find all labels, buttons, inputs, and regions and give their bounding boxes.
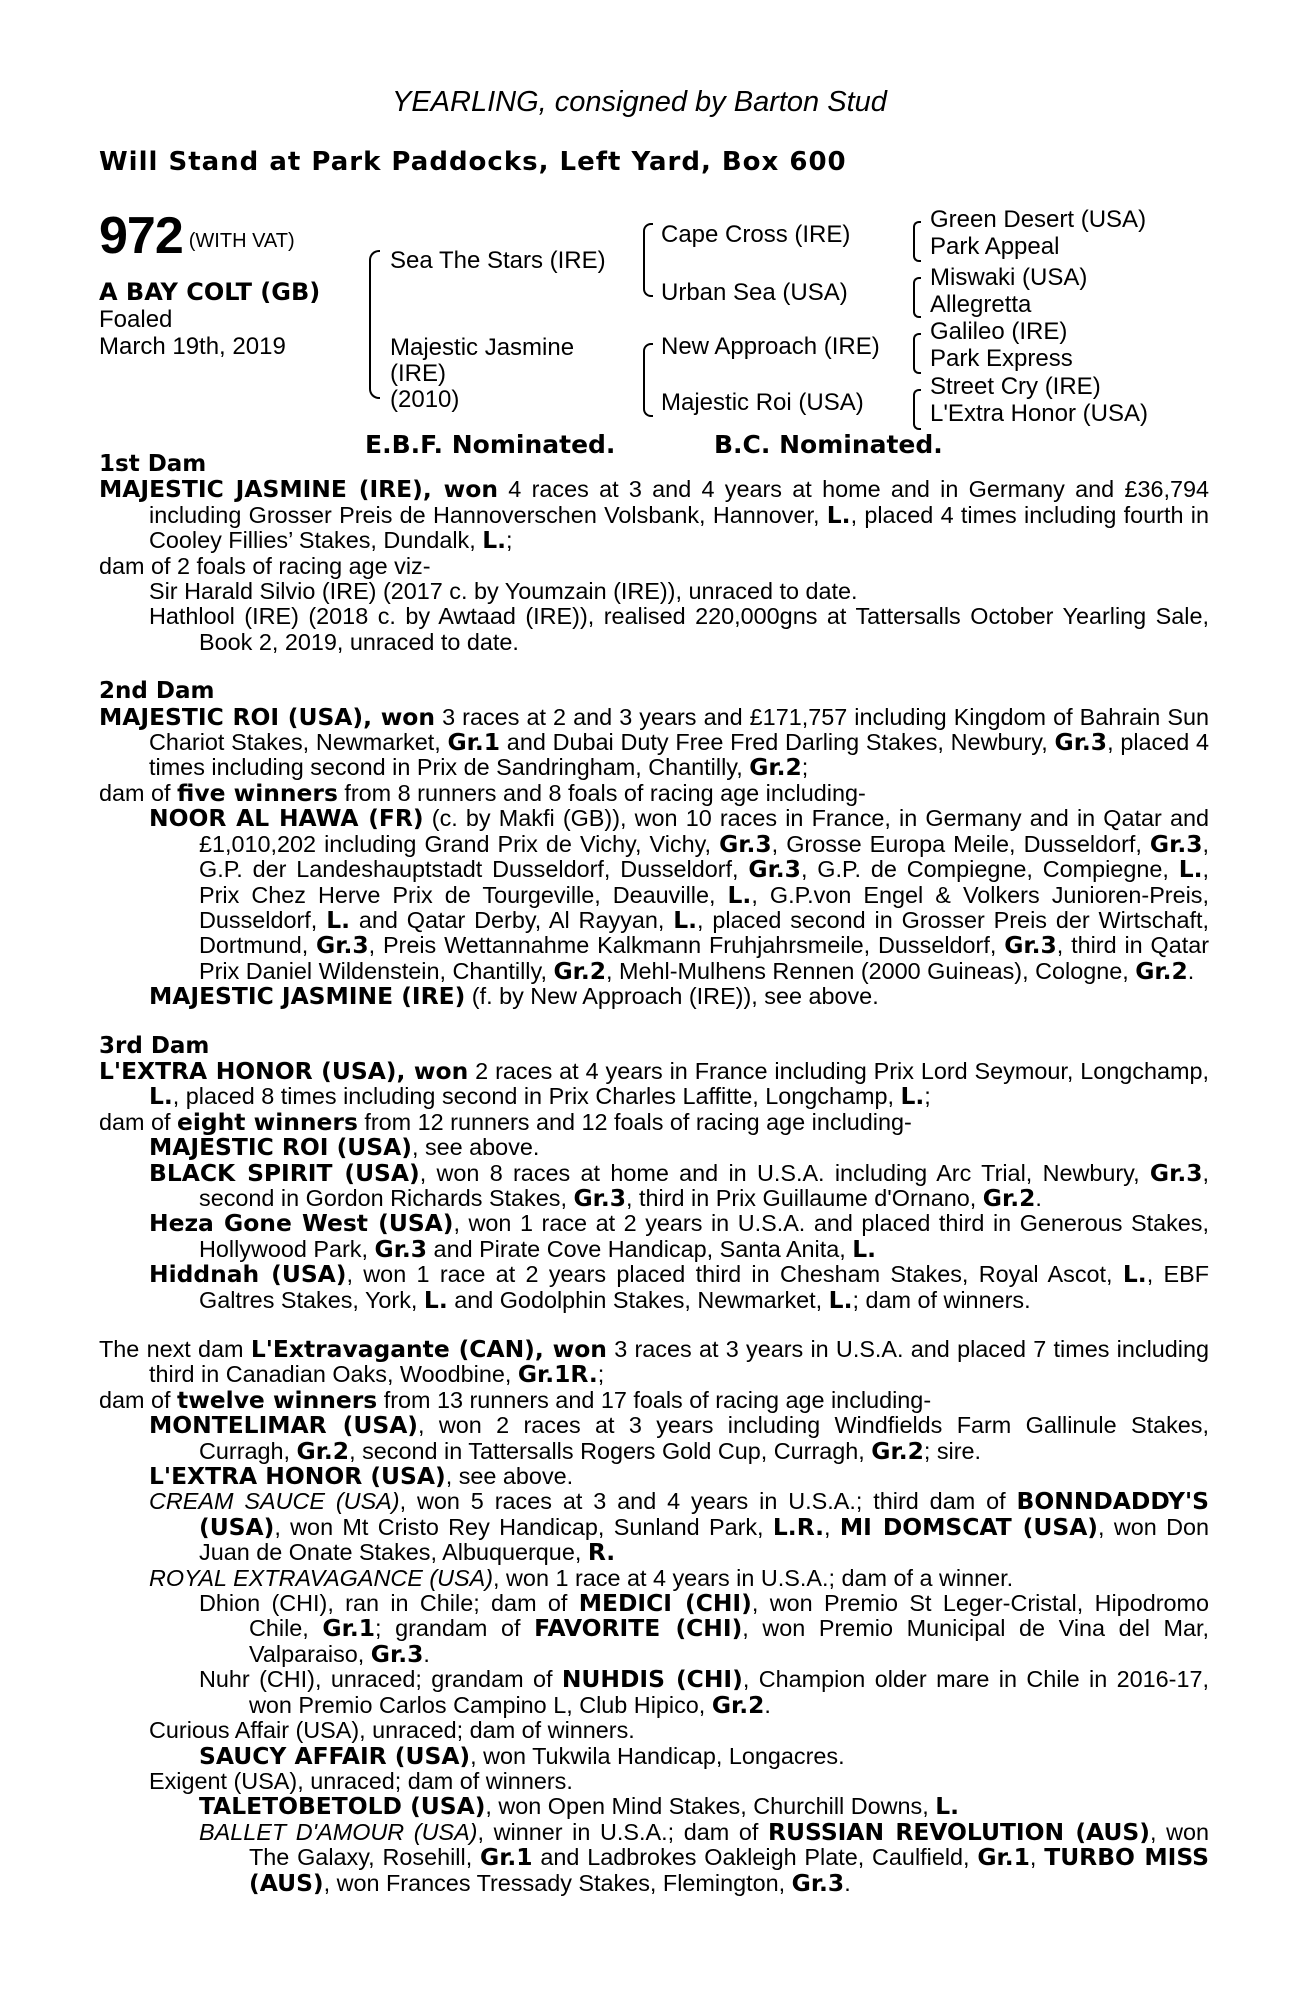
next-dam-progeny-4: ROYAL EXTRAVAGANCE (USA), won 1 race at 4 years in U.S.A.; dam of a winner. — [149, 1564, 1014, 1591]
stand-location: Will Stand at Park Paddocks, Left Yard, Box 600 — [99, 147, 847, 177]
next-dam-progeny-2: L'EXTRA HONOR (USA), see above. — [149, 1462, 574, 1491]
catalogue-body — [99, 452, 1209, 1896]
next-dam-progeny-5: Curious Affair (USA), unraced; dam of winners. — [149, 1717, 635, 1744]
pedigree-g-4: Allegretta — [930, 291, 1032, 318]
pedigree-bracket-g3 — [913, 333, 921, 374]
first-dam-record: MAJESTIC JASMINE (IRE), won 4 races at 3 and 4 years at home and in Germany and £36,794 including Grosser Preis de Hannoverschen Volsbank, Hannover, L., placed 4 times including fourth in Cooley Fillies’ Stakes, Dundalk, L.; — [99, 475, 1210, 555]
third-dam-progeny-1: MAJESTIC ROI (USA), see above. — [149, 1133, 540, 1162]
lot-vat-note: (WITH VAT) — [188, 230, 295, 252]
pedigree-bracket-g4 — [913, 389, 921, 430]
lot-number — [99, 206, 295, 266]
ebf-nomination: E.B.F. Nominated. — [365, 430, 616, 459]
third-dam-record: L'EXTRA HONOR (USA), won 2 races at 4 years in France including Prix Lord Seymour, Longchamp, L., placed 8 times including second in Prix Charles Laffitte, Longchamp, L.; — [99, 1056, 1209, 1111]
next-dam-progeny-3: CREAM SAUCE (USA), won 5 races at 3 and 4 years in U.S.A.; third dam of BONNDADDY'S (USA), won Mt Cristo Rey Handicap, Sunland Park, L.R., MI DOMSCAT (USA), won Don Juan de Onate Stakes, Albuquerque, R. — [149, 1487, 1209, 1567]
pedigree-gs-2: Urban Sea (USA) — [661, 279, 848, 306]
pedigree-bracket-g2 — [913, 277, 921, 318]
next-dam-grandprogeny-3: SAUCY AFFAIR (USA), won Tukwila Handicap, Longacres. — [199, 1741, 845, 1770]
bc-nomination: B.C. Nominated. — [714, 430, 943, 459]
pedigree-dam-line3: (2010) — [390, 386, 460, 413]
first-dam-heading: 1st Dam — [99, 451, 207, 477]
next-dam-progeny-1: MONTELIMAR (USA), won 2 races at 3 years including Windfields Farm Gallinule Stakes, Curragh, Gr.2, second in Tattersalls Rogers Gold Cup, Curragh, Gr.2; sire. — [149, 1411, 1209, 1465]
next-dam-record: The next dam L'Extravagante (CAN), won 3 races at 3 years in U.S.A. and placed 7 times including third in Canadian Oaks, Woodbine, Gr.1R.; — [99, 1335, 1210, 1389]
second-dam-record: MAJESTIC ROI (USA), won 3 races at 2 and 3 years and £171,757 including Kingdom of Bahrain Sun Chariot Stakes, Newmarket, Gr.1 and Dubai Duty Free Fred Darling Stakes, Newbury, Gr.3, placed 4 times including second in Prix de Sandringham, Chantilly, Gr.2; — [99, 702, 1210, 782]
consignor-header: YEARLING, consigned by Barton Stud — [392, 86, 887, 118]
pedigree-gs-4: Majestic Roi (USA) — [661, 389, 864, 416]
pedigree-gs-3: New Approach (IRE) — [661, 333, 880, 360]
pedigree-dam-line1: Majestic Jasmine — [390, 334, 575, 361]
pedigree-gs-1: Cape Cross (IRE) — [661, 221, 851, 248]
next-dam-grandprogeny-5: BALLET D'AMOUR (USA), winner in U.S.A.; dam of RUSSIAN REVOLUTION (AUS), won The Galaxy, Rosehill, Gr.1 and Ladbrokes Oakleigh Plate, Caulfield, Gr.1, TURBO MISS (AUS), won Frances Tressady Stakes, Flemington, Gr.3. — [199, 1817, 1210, 1897]
second-dam-section — [99, 679, 1209, 1009]
next-dam-grandprogeny-1: Dhion (CHI), ran in Chile; dam of MEDICI (CHI), won Premio St Leger-Cristal, Hipodromo Chile, Gr.1; grandam of FAVORITE (CHI), won Premio Municipal de Vina del Mar, Valparaiso, Gr.3. — [199, 1589, 1209, 1668]
lot-number-value: 972 — [99, 207, 183, 265]
pedigree-bracket-sire — [643, 223, 653, 297]
first-dam-foal-2: Hathlool (IRE) (2018 c. by Awtaad (IRE)), realised 220,000gns at Tattersalls October Yearling Sale, Book 2, 2019, unraced to date. — [149, 603, 1209, 655]
pedigree-g-2: Park Appeal — [930, 233, 1060, 260]
second-dam-heading: 2nd Dam — [99, 678, 215, 705]
foaled-date: March 19th, 2019 — [99, 333, 286, 360]
pedigree-g-6: Park Express — [930, 345, 1073, 372]
first-dam-foals: dam of 2 foals of racing age viz- — [99, 552, 431, 579]
pedigree-g-5: Galileo (IRE) — [930, 318, 1068, 345]
pedigree-bracket-dam — [643, 343, 653, 417]
foaled-info — [99, 306, 286, 360]
third-dam-heading: 3rd Dam — [99, 1032, 210, 1059]
pedigree-bracket-g1 — [913, 221, 921, 262]
next-dam-grandprogeny-4: TALETOBETOLD (USA), won Open Mind Stakes, Churchill Downs, L. — [199, 1792, 960, 1821]
next-dam-progeny-6: Exigent (USA), unraced; dam of winners. — [149, 1767, 573, 1794]
third-dam-progeny-4: Hiddnah (USA), won 1 race at 2 years placed third in Chesham Stakes, Royal Ascot, L., EBF Galtres Stakes, York, L. and Godolphin Stakes, Newmarket, L.; dam of winners. — [149, 1260, 1209, 1314]
pedigree-dam-line2: (IRE) — [390, 360, 446, 387]
pedigree-g-3: Miswaki (USA) — [930, 264, 1088, 291]
third-dam-winners: dam of eight winners from 12 runners and 12 foals of racing age including- — [99, 1107, 912, 1136]
pedigree-bracket-main — [369, 250, 380, 399]
pedigree-sire: Sea The Stars (IRE) — [390, 247, 606, 274]
pedigree-g-1: Green Desert (USA) — [930, 206, 1147, 233]
first-dam-foal-1: Sir Harald Silvio (IRE) (2017 c. by Youmzain (IRE)), unraced to date. — [149, 578, 858, 605]
next-dam-winners: dam of twelve winners from 13 runners and 17 foals of racing age including- — [99, 1385, 932, 1414]
first-dam-section — [99, 452, 1209, 655]
pedigree-g-8: L'Extra Honor (USA) — [930, 400, 1148, 427]
third-dam-progeny-3: Heza Gone West (USA), won 1 race at 2 years in U.S.A. and placed third in Generous Stakes, Hollywood Park, Gr.3 and Pirate Cove Handicap, Santa Anita, L. — [149, 1209, 1209, 1263]
third-dam-section — [99, 1034, 1209, 1313]
second-dam-progeny-1: NOOR AL HAWA (FR) (c. by Makfi (GB)), won 10 races in France, in Germany and in Qatar and £1,010,202 including Grand Prix de Vichy, Vichy, Gr.3, Grosse Europa Meile, Dusseldorf, Gr.3, G.P. der Landeshauptstadt Dusseldorf, Dusseldorf, Gr.3, G.P. de Compiegne, Compiegne, L., Prix Chez Herve Prix de Tourgeville, Deauville, L., G.P.von Engel & Volkers Junioren-Preis, Dusseldorf, L. and Qatar Derby, Al Rayyan, L., placed second in Grosser Preis der Wirtschaft, Dortmund, Gr.3, Preis Wettannahme Kalkmann Fruhjahrsmeile, Dusseldorf, Gr.3, third in Qatar Prix Daniel Wildenstein, Chantilly, Gr.2, Mehl-Mulhens Rennen (2000 Guineas), Cologne, Gr.2. — [149, 804, 1209, 985]
second-dam-progeny-2: MAJESTIC JASMINE (IRE) (f. by New Approach (IRE)), see above. — [149, 982, 879, 1011]
third-dam-progeny-2: BLACK SPIRIT (USA), won 8 races at home and in U.S.A. including Arc Trial, Newbury, Gr.3, second in Gordon Richards Stakes, Gr.3, third in Prix Guillaume d'Ornano, Gr.2. — [149, 1158, 1209, 1212]
horse-description: A BAY COLT (GB) — [99, 278, 321, 306]
next-dam-grandprogeny-2: Nuhr (CHI), unraced; grandam of NUHDIS (CHI), Champion older mare in Chile in 2016-17, won Premio Carlos Campino L, Club Hipico, Gr.2. — [199, 1665, 1209, 1719]
second-dam-winners: dam of five winners from 8 runners and 8 foals of racing age including- — [99, 778, 866, 807]
pedigree-g-7: Street Cry (IRE) — [930, 373, 1101, 400]
foaled-label: Foaled — [99, 306, 173, 333]
next-dam-section — [99, 1337, 1209, 1896]
